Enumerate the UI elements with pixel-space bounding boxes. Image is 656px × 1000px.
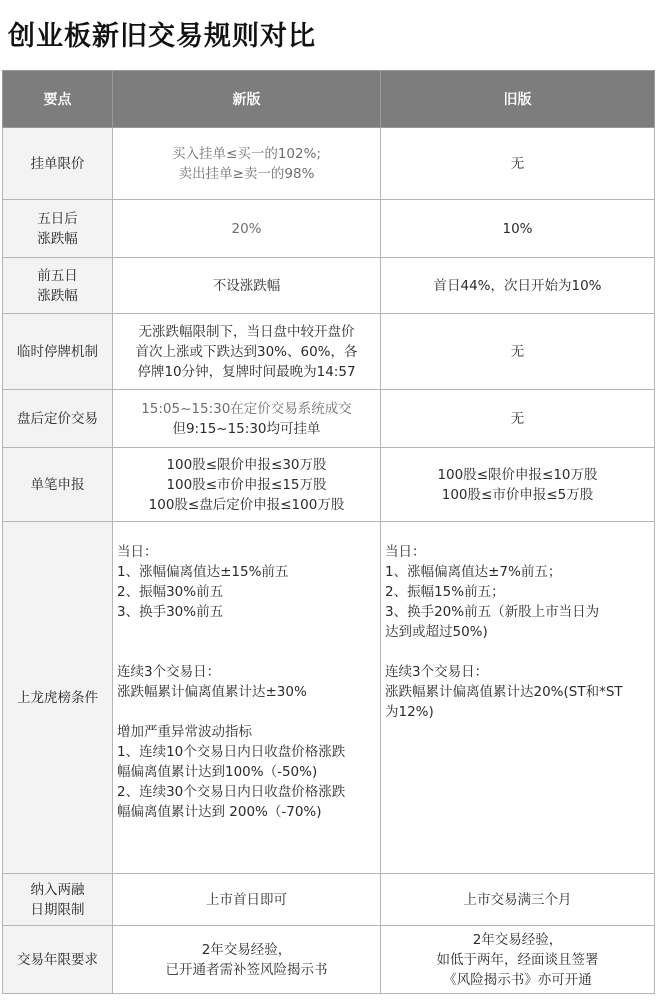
row-new-line: 当日： [117,544,158,560]
header-new: 新版 [113,71,381,128]
row-new-line: 2、振幅30%前五 [117,584,224,600]
row-new-line: 2年交易经验， [201,941,292,958]
row-key [3,258,113,314]
table-header-row [3,71,655,128]
row-new-line: 100股≤市价申报≤15万股 [166,476,327,493]
table-row [3,522,655,874]
row-old [381,522,655,874]
row-old [381,926,655,994]
row-new [113,258,381,314]
row-new [113,874,381,926]
row-old-line: 连续3个交易日： [385,664,489,680]
row-new-line: 连续3个交易日： [117,664,221,680]
row-key [3,926,113,994]
row-new-line: 1、连续10个交易日内日收盘价格涨跌 [117,744,346,760]
row-old-line: 当日： [385,544,426,560]
row-new-line: 3、换手30%前五 [117,604,224,620]
row-old-line: 100股≤限价申报≤10万股 [437,466,598,483]
row-key [3,874,113,926]
table-row [3,874,655,926]
row-new-line: 已开通者需补签风险揭示书 [165,961,328,978]
table-row [3,258,655,314]
row-new-line: 买入挂单≤买一的102%; [172,145,321,162]
row-key [3,448,113,522]
row-new-line: 不设涨跌幅 [212,277,281,294]
row-new [113,390,381,448]
row-key-line: 交易年限要求 [17,951,98,968]
row-old [381,128,655,200]
row-old-line: 涨跌幅累计偏离值累计达20%(ST和*ST [385,684,623,700]
row-old-line: 10% [502,220,533,237]
row-new-line: 上市首日即可 [206,891,287,908]
row-new [113,314,381,390]
row-old-line: 上市交易满三个月 [463,891,572,908]
row-new-line: 15:05~15:30在定价交易系统成交 [141,400,352,417]
row-old-line: 3、换手20%前五（新股上市当日为 [385,604,600,620]
row-new-line: 幅偏离值累计达到100%（-50%) [117,764,318,780]
row-new-line: 2、连续30个交易日内日收盘价格涨跌 [117,784,346,800]
row-key-line: 日期限制 [30,901,85,918]
row-old [381,448,655,522]
row-key-line: 五日后 [37,210,78,227]
row-old-line: 100股≤市价申报≤5万股 [441,486,594,503]
row-spacer [117,622,376,642]
row-old-line: 为12%) [385,704,434,720]
row-key [3,200,113,258]
row-key [3,390,113,448]
row-new-line: 增加严重异常波动指标 [117,724,252,740]
row-key-line: 单笔申报 [30,476,85,493]
row-new-line: 100股≤限价申报≤30万股 [166,456,327,473]
page-title: 创业板新旧交易规则对比 [8,21,316,52]
row-key-line: 上龙虎榜条件 [17,689,98,706]
row-new-line: 1、涨幅偏离值达±15%前五 [117,564,289,580]
row-spacer [117,642,376,662]
row-new-line: 无涨跌幅限制下，当日盘中较开盘价 [138,323,355,340]
row-old [381,390,655,448]
row-key [3,128,113,200]
row-new-line: 幅偏离值累计达到 200%（-70%) [117,804,322,820]
row-key [3,522,113,874]
row-new-line: 20% [231,220,262,237]
row-new-line: 首次上涨或下跌达到30%、60%，各 [135,343,358,360]
row-old-line: 无 [510,343,525,360]
row-old-line: 首日44%，次日开始为10% [433,277,602,294]
row-new [113,128,381,200]
row-old-line: 2、振幅15%前五； [385,584,505,600]
row-old [381,314,655,390]
table-row [3,128,655,200]
header-key: 要点 [3,71,113,128]
row-new [113,522,381,874]
row-new-line: 涨跌幅累计偏离值累计达±30% [117,684,307,700]
table-row [3,448,655,522]
row-new-line: 卖出挂单≥卖一的98% [178,165,315,182]
row-new-line: 100股≤盘后定价申报≤100万股 [148,496,345,513]
table-row [3,926,655,994]
row-old-line: 无 [510,410,525,427]
row-key-line: 盘后定价交易 [17,410,98,427]
table-row [3,314,655,390]
row-new [113,448,381,522]
row-old-line: 《风险揭示书》亦可开通 [443,971,592,988]
row-old-line: 如低于两年，经面谈且签署 [436,951,599,968]
row-spacer [117,702,376,722]
row-old-line: 1、涨幅偏离值达±7%前五； [385,564,562,580]
row-key-line: 涨跌幅 [37,287,78,304]
row-key-line: 涨跌幅 [37,230,78,247]
header-old: 旧版 [381,71,655,128]
row-old-line: 达到或超过50%) [385,624,488,640]
row-key [3,314,113,390]
row-old [381,200,655,258]
row-old [381,258,655,314]
table-row [3,200,655,258]
row-new [113,926,381,994]
row-new-line: 但9:15~15:30均可挂单 [172,420,321,437]
row-key-line: 前五日 [37,267,78,284]
row-key-line: 挂单限价 [30,155,85,172]
row-old-line: 2年交易经验， [472,931,563,948]
row-old [381,874,655,926]
row-new-line: 停牌10分钟，复牌时间最晚为14:57 [137,363,356,380]
row-new [113,200,381,258]
row-spacer [385,642,650,662]
comparison-table [2,70,655,994]
table-row [3,390,655,448]
row-key-line: 临时停牌机制 [17,343,98,360]
row-old-line: 无 [510,155,525,172]
row-key-line: 纳入两融 [30,881,85,898]
